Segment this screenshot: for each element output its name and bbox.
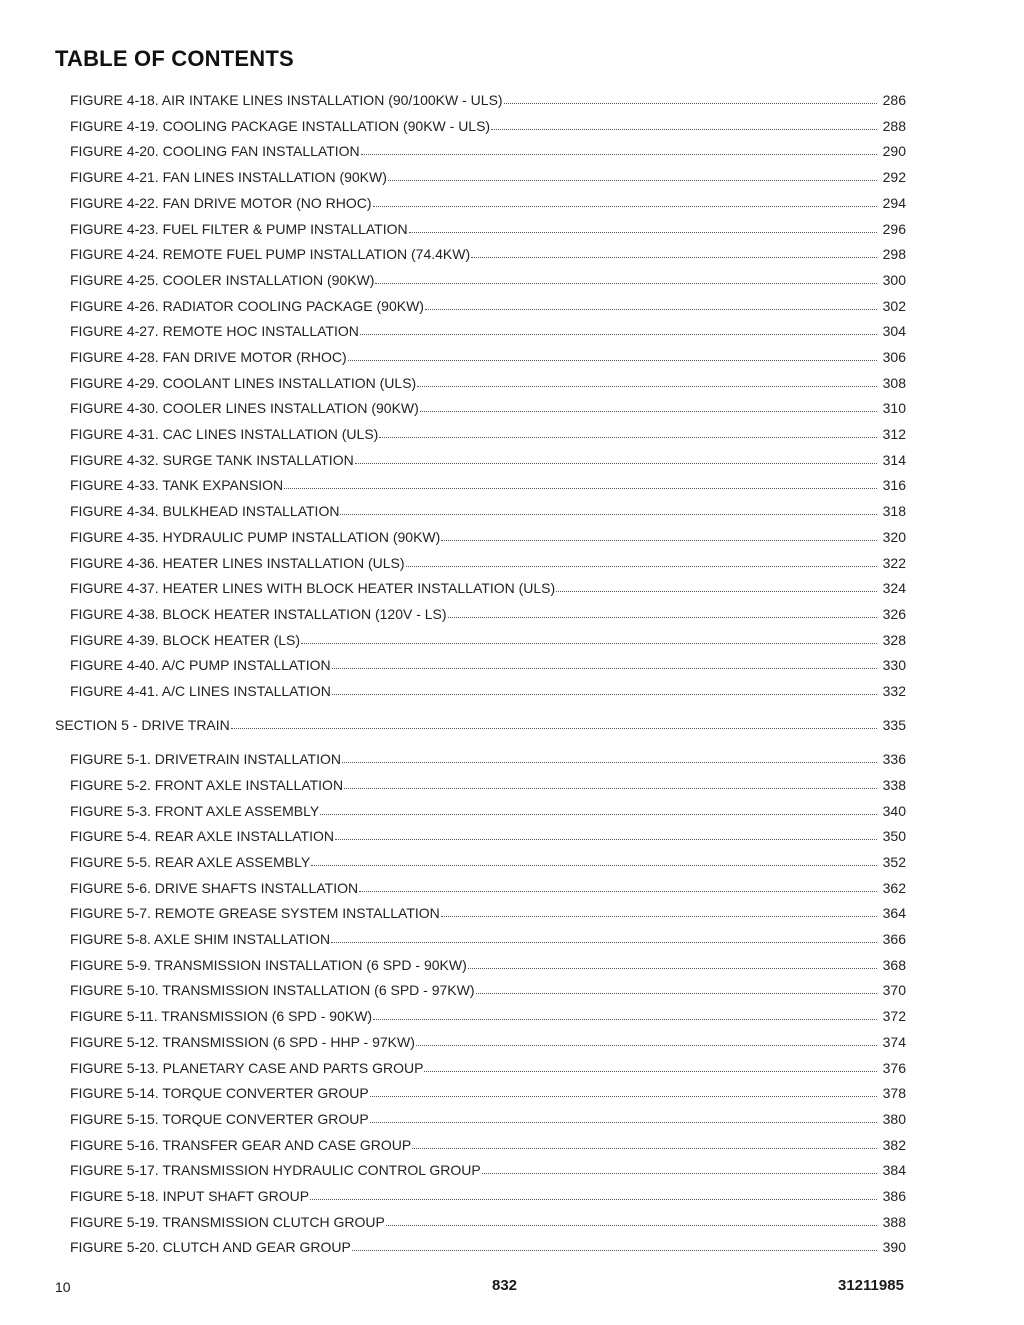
toc-figure-entry[interactable] [70,956,906,974]
toc-entry-label: FIGURE 4-35. HYDRAULIC PUMP INSTALLATION (90KW) [70,529,441,545]
toc-entry-page: 386 [882,1188,906,1204]
toc-entry-label: FIGURE 5-18. INPUT SHAFT GROUP [70,1188,310,1204]
toc-figure-entry[interactable] [70,1110,906,1128]
toc-entry-label: FIGURE 5-11. TRANSMISSION (6 SPD - 90KW) [70,1008,373,1024]
toc-figure-entry[interactable] [70,374,906,392]
toc-figure-entry[interactable] [70,776,906,794]
toc-figure-entry[interactable] [70,1213,906,1231]
dot-leader [332,667,877,669]
toc-figure-entry[interactable] [70,1033,906,1051]
dot-leader [491,128,877,130]
toc-figure-entry[interactable] [70,682,906,700]
dot-leader [424,1070,877,1072]
toc-entry-page: 374 [882,1034,906,1050]
dot-leader [359,890,877,892]
dot-leader [416,1044,877,1046]
toc-figure-entry[interactable] [70,579,906,597]
toc-entry-label: FIGURE 4-41. A/C LINES INSTALLATION [70,683,331,699]
toc-figure-entry[interactable] [70,1007,906,1025]
toc-entry-page: 338 [882,777,906,793]
toc-figure-entry[interactable] [70,802,906,820]
toc-entry-page: 336 [882,751,906,767]
toc-entry-page: 388 [882,1214,906,1230]
dot-leader [379,436,877,438]
toc-entry-page: 326 [882,606,906,622]
toc-entry-page: 352 [882,854,906,870]
toc-entry-page: 364 [882,905,906,921]
toc-entry-label: FIGURE 4-32. SURGE TANK INSTALLATION [70,452,354,468]
toc-entry-page: 306 [882,349,906,365]
toc-entry-page: 322 [882,555,906,571]
toc-figure-entry[interactable] [70,1187,906,1205]
toc-entry-label: FIGURE 5-15. TORQUE CONVERTER GROUP [70,1111,369,1127]
toc-entry-page: 310 [882,400,906,416]
toc-figure-entry[interactable] [70,1136,906,1154]
dot-leader [310,1198,877,1200]
toc-entry-page: 380 [882,1111,906,1127]
dot-leader [352,1249,877,1251]
toc-entry-page: 318 [882,503,906,519]
dot-leader [284,487,877,489]
dot-leader [360,333,877,335]
toc-entry-page: 290 [882,143,906,159]
toc-figure-entry[interactable] [70,656,906,674]
dot-leader [335,838,877,840]
footer-page-number: 10 [55,1279,71,1295]
toc-entry-page: 304 [882,323,906,339]
dot-leader [420,410,877,412]
toc-entry-page: 330 [882,657,906,673]
dot-leader [412,1147,877,1149]
dot-leader [311,864,877,866]
toc-entry-label: FIGURE 4-34. BULKHEAD INSTALLATION [70,503,340,519]
toc-figure-entry[interactable] [70,853,906,871]
toc-entry-label: FIGURE 5-10. TRANSMISSION INSTALLATION (6 SPD - 97KW) [70,982,475,998]
toc-entry-label: FIGURE 5-14. TORQUE CONVERTER GROUP [70,1085,369,1101]
dot-leader [231,727,877,729]
toc-figure-entry[interactable] [70,930,906,948]
toc-entry-label: FIGURE 4-33. TANK EXPANSION [70,477,284,493]
dot-leader [482,1172,877,1174]
dot-leader [355,462,877,464]
toc-figure-entry[interactable] [70,528,906,546]
toc-entry-page: 370 [882,982,906,998]
toc-figure-entry[interactable] [70,476,906,494]
toc-entry-page: 362 [882,880,906,896]
toc-entry-page: 335 [882,717,906,733]
toc-entry-label: FIGURE 5-16. TRANSFER GEAR AND CASE GROUP [70,1137,412,1153]
toc-entry-label: FIGURE 4-18. AIR INTAKE LINES INSTALLATION (90/100KW - ULS) [70,92,503,108]
dot-leader [406,565,877,567]
toc-entry-page: 378 [882,1085,906,1101]
dot-leader [370,1121,877,1123]
dot-leader [301,642,877,644]
toc-entry-label: FIGURE 5-19. TRANSMISSION CLUTCH GROUP [70,1214,385,1230]
toc-entry-label: FIGURE 5-4. REAR AXLE INSTALLATION [70,828,334,844]
toc-figure-entry[interactable] [70,399,906,417]
page-title: TABLE OF CONTENTS [55,46,294,71]
toc-figure-entry[interactable] [70,554,906,572]
toc-entry-label: FIGURE 4-21. FAN LINES INSTALLATION (90KW) [70,169,387,185]
toc-entry-page: 288 [882,118,906,134]
dot-leader [332,693,877,695]
dot-leader [340,513,877,515]
toc-figure-entry[interactable] [70,297,906,315]
toc-entry-label: FIGURE 5-5. REAR AXLE ASSEMBLY [70,854,311,870]
toc-entry-page: 382 [882,1137,906,1153]
toc-figure-entry[interactable] [70,1161,906,1179]
toc-entry-page: 286 [882,92,906,108]
toc-entry-label: FIGURE 5-12. TRANSMISSION (6 SPD - HHP - 97KW) [70,1034,415,1050]
toc-entry-page: 302 [882,298,906,314]
toc-figure-entry[interactable] [70,168,906,186]
toc-figure-entry[interactable] [70,1084,906,1102]
toc-figure-entry[interactable] [70,981,906,999]
toc-entry-label: FIGURE 5-9. TRANSMISSION INSTALLATION (6 SPD - 90KW) [70,957,467,973]
dot-leader [471,256,877,258]
toc-figure-entry[interactable] [70,425,906,443]
dot-leader [468,967,877,969]
dot-leader [441,915,877,917]
toc-figure-entry[interactable] [70,631,906,649]
toc-entry-page: 368 [882,957,906,973]
toc-entry-label: FIGURE 5-13. PLANETARY CASE AND PARTS GROUP [70,1060,424,1076]
toc-entry-page: 312 [882,426,906,442]
toc-entry-label: FIGURE 4-30. COOLER LINES INSTALLATION (90KW) [70,400,419,416]
dot-leader [409,231,877,233]
toc-entry-label: FIGURE 5-6. DRIVE SHAFTS INSTALLATION [70,880,359,896]
dot-leader [373,1018,877,1020]
toc-entry-label: FIGURE 4-23. FUEL FILTER & PUMP INSTALLATION [70,221,408,237]
toc-entry-page: 332 [882,683,906,699]
toc-figure-entry[interactable] [70,750,906,768]
toc-entry-label: FIGURE 4-40. A/C PUMP INSTALLATION [70,657,331,673]
toc-figure-entry[interactable] [70,502,906,520]
toc-entry-page: 366 [882,931,906,947]
toc-entry-label: FIGURE 5-20. CLUTCH AND GEAR GROUP [70,1239,351,1255]
toc-entry-label: FIGURE 4-37. HEATER LINES WITH BLOCK HEATER INSTALLATION (ULS) [70,580,556,596]
toc-entry-page: 350 [882,828,906,844]
toc-figure-entry[interactable] [70,827,906,845]
toc-entry-page: 308 [882,375,906,391]
toc-figure-entry[interactable] [70,348,906,366]
toc-entry-page: 300 [882,272,906,288]
toc-entry-page: 296 [882,221,906,237]
dot-leader [386,1224,877,1226]
dot-leader [448,616,877,618]
toc-entry-label: FIGURE 4-28. FAN DRIVE MOTOR (RHOC) [70,349,347,365]
toc-figure-entry[interactable] [70,451,906,469]
toc-entry-label: FIGURE 4-22. FAN DRIVE MOTOR (NO RHOC) [70,195,372,211]
toc-figure-entry[interactable] [70,142,906,160]
toc-entry-label: FIGURE 5-17. TRANSMISSION HYDRAULIC CONTROL GROUP [70,1162,481,1178]
toc-entry-page: 316 [882,477,906,493]
toc-entry-label: FIGURE 5-2. FRONT AXLE INSTALLATION [70,777,344,793]
toc-entry-page: 298 [882,246,906,262]
toc-entry-label: FIGURE 5-3. FRONT AXLE ASSEMBLY [70,803,320,819]
toc-entry-label: FIGURE 4-24. REMOTE FUEL PUMP INSTALLATION (74.4KW) [70,246,471,262]
dot-leader [320,813,877,815]
toc-figure-entry[interactable] [70,245,906,263]
toc-entry-page: 320 [882,529,906,545]
dot-leader [342,761,877,763]
toc-figure-entry[interactable] [70,220,906,238]
toc-entry-page: 324 [882,580,906,596]
toc-entry-page: 292 [882,169,906,185]
toc-figure-entry[interactable] [70,605,906,623]
toc-figure-entry[interactable] [70,117,906,135]
dot-leader [348,359,877,361]
dot-leader [425,308,877,310]
dot-leader [361,153,877,155]
toc-entry-label: FIGURE 5-7. REMOTE GREASE SYSTEM INSTALLATION [70,905,440,921]
dot-leader [373,205,877,207]
toc-entry-page: 328 [882,632,906,648]
toc-figure-entry[interactable] [70,322,906,340]
toc-entry-label: FIGURE 4-29. COOLANT LINES INSTALLATION (ULS) [70,375,417,391]
footer-center-number: 832 [492,1277,518,1294]
dot-leader [388,179,877,181]
footer-part-number: 31211985 [838,1277,904,1294]
toc-entry-label: FIGURE 4-27. REMOTE HOC INSTALLATION [70,323,359,339]
toc-figure-entry[interactable] [70,879,906,897]
toc-entry-label: FIGURE 5-1. DRIVETRAIN INSTALLATION [70,751,341,767]
dot-leader [441,539,877,541]
toc-entry-label: SECTION 5 - DRIVE TRAIN [55,717,230,733]
toc-entry-label: FIGURE 4-36. HEATER LINES INSTALLATION (ULS) [70,555,405,571]
toc-entry-label: FIGURE 4-31. CAC LINES INSTALLATION (ULS) [70,426,379,442]
toc-entry-label: FIGURE 4-19. COOLING PACKAGE INSTALLATION (90KW - ULS) [70,118,491,134]
toc-entry-label: FIGURE 4-20. COOLING FAN INSTALLATION [70,143,360,159]
dot-leader [370,1095,877,1097]
dot-leader [344,787,877,789]
toc-entry-page: 372 [882,1008,906,1024]
dot-leader [504,102,877,104]
toc-figure-entry[interactable] [70,91,906,109]
toc-entry-page: 390 [882,1239,906,1255]
toc-entry-page: 294 [882,195,906,211]
toc-entry-label: FIGURE 4-25. COOLER INSTALLATION (90KW) [70,272,375,288]
dot-leader [476,992,877,994]
toc-figure-entry[interactable] [70,194,906,212]
toc-entry-page: 384 [882,1162,906,1178]
dot-leader [375,282,877,284]
toc-entry-label: FIGURE 4-39. BLOCK HEATER (LS) [70,632,301,648]
toc-entry-page: 340 [882,803,906,819]
toc-figure-entry[interactable] [70,1238,906,1256]
toc-entry-label: FIGURE 5-8. AXLE SHIM INSTALLATION [70,931,331,947]
dot-leader [417,385,877,387]
toc-entry-page: 376 [882,1060,906,1076]
dot-leader [556,590,877,592]
toc-figure-entry[interactable] [70,904,906,922]
toc-figure-entry[interactable] [70,271,906,289]
toc-entry-label: FIGURE 4-38. BLOCK HEATER INSTALLATION (120V - LS) [70,606,447,622]
toc-entry-page: 314 [882,452,906,468]
toc-figure-entry[interactable] [70,1059,906,1077]
toc-section-entry[interactable] [55,716,906,734]
dot-leader [331,941,877,943]
toc-entry-label: FIGURE 4-26. RADIATOR COOLING PACKAGE (90KW) [70,298,424,314]
